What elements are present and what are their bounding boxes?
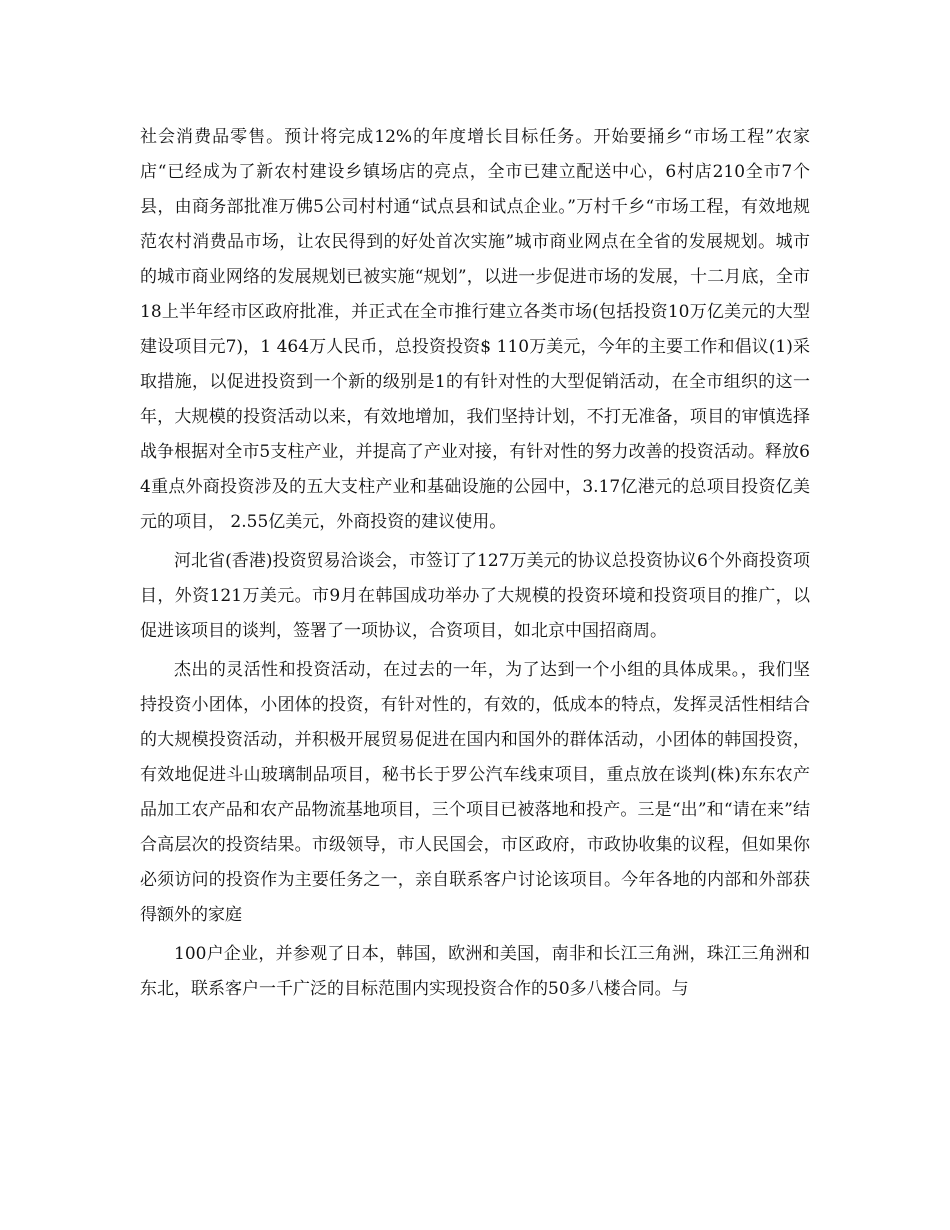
- paragraph-2: 河北省(香港)投资贸易洽谈会，市签订了127万美元的协议总投资协议6个外商投资项目，外资121万美元。市9月在韩国成功举办了大规模的投资环境和投资项目的推广，以促进该项目的谈判，签署了一项协议，合资项目，如北京中国招商周。: [140, 551, 810, 641]
- paragraph-3: 杰出的灵活性和投资活动，在过去的一年，为了达到一个小组的具体成果。，我们坚持投资小团体，小团体的投资，有针对性的，有效的，低成本的特点，发挥灵活性相结合的大规模投资活动，并积极开展贸易促进在国内和国外的群体活动，小团体的韩国投资，有效地促进斗山玻璃制品项目，秘书长于罗公汽车线束项目，重点放在谈判(株)东东农产品加工农产品和农产品物流基地项目，三个项目已被落地和投产。三是“出”和“请在来”结合高层次的投资结果。市级领导，市人民国会，市区政府，市政协收集的议程，但如果你必须访问的投资作为主要任务之一，亲自联系客户讨论该项目。今年各地的内部和外部获得额外的家庭: [140, 660, 810, 925]
- paragraph-1: 社会消费品零售。预计将完成12%的年度增长目标任务。开始要捅乡“市场工程”农家店“已经成为了新农村建设乡镇场店的亮点，全市已建立配送中心，6村店210全市7个县，由商务部批准万佛5公司村村通“试点县和试点企业。”万村千乡“市场工程，有效地规范农村消费品市场，让农民得到的好处首次实施”城市商业网点在全省的发展规划。城市的城市商业网络的发展规划已被实施“规划”，以进一步促进市场的发展，十二月底，全市18上半年经市区政府批准，并正式在全市推行建立各类市场(包括投资10万亿美元的大型建设项目元7)，1 464万人民币，总投资投资$ 110万美元，今年的主要工作和倡议(1)采取措施，以促进投资到一个新的级别是1的有针对性的大型促销活动，在全市组织的这一年，大规模的投资活动以来，有效地增加，我们坚持计划，不打无准备，项目的审慎选择战争根据对全市5支柱产业，并提高了产业对接，有针对性的努力改善的投资活动。释放64重点外商投资涉及的五大支柱产业和基础设施的公园中，3.17亿港元的总项目投资亿美元的项目， 2.55亿美元，外商投资的建议使用。: [140, 127, 810, 532]
- document-body: [140, 120, 810, 1007]
- paragraph-4: 100户企业，并参观了日本，韩国，欧洲和美国，南非和长江三角洲，珠江三角洲和东北，联系客户一千广泛的目标范围内实现投资合作的50多八楼合同。与: [140, 944, 810, 999]
